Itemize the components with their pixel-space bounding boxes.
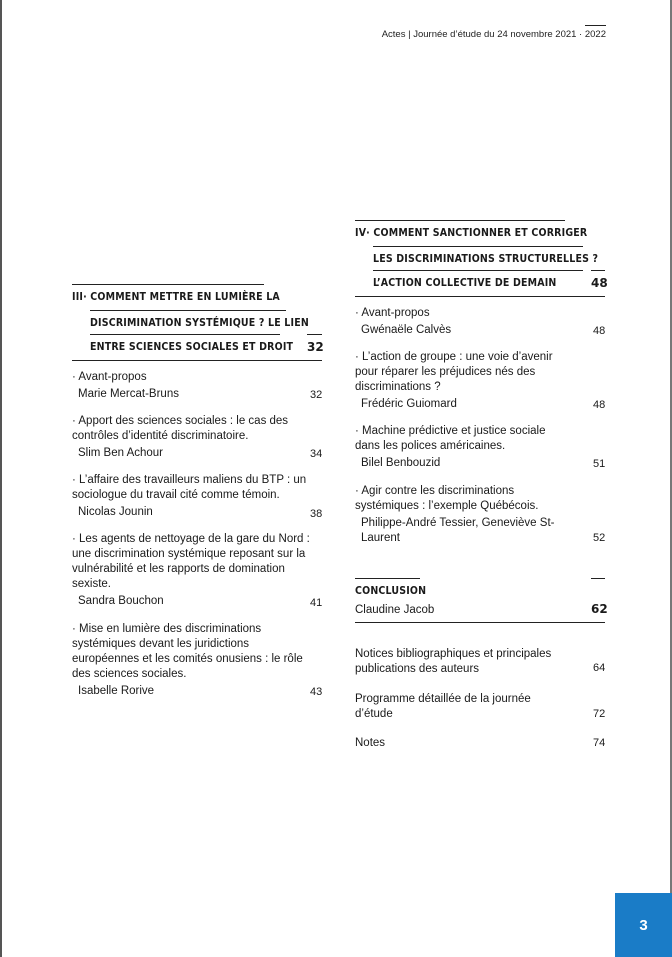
section-4-title-line3: L’ACTION COLLECTIVE DE DEMAIN bbox=[373, 276, 557, 289]
entry-page: 38 bbox=[310, 508, 323, 520]
toc-entry[interactable]: Notices bibliographiques et principales publications des auteurs bbox=[355, 648, 552, 675]
entry-author: Frédéric Guiomard bbox=[361, 398, 457, 410]
page-number-badge bbox=[615, 893, 672, 957]
section-3-title-line1: III· COMMENT METTRE EN LUMIÈRE LA bbox=[72, 290, 280, 303]
running-header bbox=[382, 29, 606, 40]
toc-entry[interactable]: Notes bbox=[355, 737, 386, 749]
rule bbox=[72, 360, 322, 361]
entry-title: · L’action de groupe : une voie d’avenir pour réparer les préjudices nés des discriminations ? bbox=[355, 351, 553, 393]
rule bbox=[373, 246, 583, 247]
header-text: Actes | Journée d’étude du 24 novembre 2021 · bbox=[381, 29, 585, 40]
entry-page: 74 bbox=[593, 737, 606, 749]
rule bbox=[355, 578, 420, 579]
entry-author: Marie Mercat-Bruns bbox=[78, 388, 179, 400]
entry-author: Bilel Benbouzid bbox=[361, 457, 441, 469]
conclusion-page: 62 bbox=[591, 602, 608, 616]
toc-entry[interactable] bbox=[355, 484, 565, 546]
entry-title: · Avant-propos bbox=[355, 307, 430, 319]
rule bbox=[373, 270, 583, 271]
entry-author: Sandra Bouchon bbox=[78, 595, 164, 607]
entry-page: 72 bbox=[593, 708, 606, 720]
rule bbox=[355, 622, 605, 623]
entry-title: · L’affaire des travailleurs maliens du BTP : un sociologue du travail cité comme témoin. bbox=[72, 474, 307, 501]
header-year: 2022 bbox=[584, 29, 606, 40]
entry-title: · Mise en lumière des discriminations systémiques devant les juridictions européennes et les comités onusiens : le rôle des sciences sociales. bbox=[72, 623, 303, 680]
entry-page: 41 bbox=[310, 597, 323, 609]
entry-title: · Les agents de nettoyage de la gare du Nord : une discrimination systémique reposant sur la vulnérabilité et les rapports de domination sexiste. bbox=[72, 533, 310, 590]
conclusion-title: CONCLUSION bbox=[355, 584, 427, 597]
rule bbox=[355, 296, 605, 297]
entry-page: 43 bbox=[310, 686, 323, 698]
entry-page: 34 bbox=[310, 448, 323, 460]
toc-entry[interactable] bbox=[72, 532, 322, 609]
entry-page: 48 bbox=[593, 399, 606, 411]
entry-author: Nicolas Jounin bbox=[78, 506, 153, 518]
page-number: 3 bbox=[639, 916, 648, 934]
rule bbox=[72, 284, 264, 285]
section-3-title-line3: ENTRE SCIENCES SOCIALES ET DROIT bbox=[90, 340, 294, 353]
entry-author: Philippe-André Tessier, Geneviève St-Laurent bbox=[361, 517, 555, 544]
entry-page: 64 bbox=[593, 662, 606, 674]
entry-title: · Machine prédictive et justice sociale dans les polices américaines. bbox=[355, 425, 546, 452]
entry-author: Gwénaële Calvès bbox=[361, 324, 452, 336]
entry-title: · Avant-propos bbox=[72, 371, 147, 383]
section-4-title-line1: IV· COMMENT SANCTIONNER ET CORRIGER bbox=[355, 226, 588, 239]
toc-entry[interactable]: Programme détaillée de la journée d’étude bbox=[355, 693, 531, 720]
toc-entry[interactable] bbox=[355, 424, 567, 471]
entry-author: Slim Ben Achour bbox=[78, 447, 164, 459]
entry-page: 52 bbox=[593, 532, 606, 544]
section-3-title-line2: DISCRIMINATION SYSTÉMIQUE ? LE LIEN bbox=[90, 316, 309, 329]
rule bbox=[90, 334, 280, 335]
page-border bbox=[0, 0, 2, 957]
toc-entry[interactable] bbox=[355, 350, 567, 412]
entry-author: Isabelle Rorive bbox=[78, 685, 155, 697]
entry-page: 51 bbox=[593, 458, 606, 470]
section-4-title-line2: LES DISCRIMINATIONS STRUCTURELLES ? bbox=[373, 252, 599, 265]
section-3-page: 32 bbox=[307, 340, 324, 354]
entry-page: 32 bbox=[310, 389, 323, 401]
toc-entry[interactable] bbox=[72, 414, 308, 461]
toc-entry[interactable] bbox=[72, 370, 302, 402]
rule bbox=[355, 220, 565, 221]
rule bbox=[307, 334, 322, 335]
entry-title: · Agir contre les discriminations systémiques : l’exemple Québécois. bbox=[355, 485, 539, 512]
section-4-page: 48 bbox=[591, 276, 608, 290]
entry-page: 48 bbox=[593, 325, 606, 337]
rule bbox=[591, 270, 605, 271]
rule bbox=[90, 310, 286, 311]
entry-title: · Apport des sciences sociales : le cas des contrôles d’identité discriminatoire. bbox=[72, 415, 289, 442]
toc-entry[interactable] bbox=[72, 622, 308, 699]
conclusion-author[interactable]: Claudine Jacob bbox=[355, 604, 435, 616]
rule bbox=[591, 578, 605, 579]
toc-entry[interactable] bbox=[72, 473, 323, 520]
toc-entry[interactable] bbox=[355, 306, 575, 338]
